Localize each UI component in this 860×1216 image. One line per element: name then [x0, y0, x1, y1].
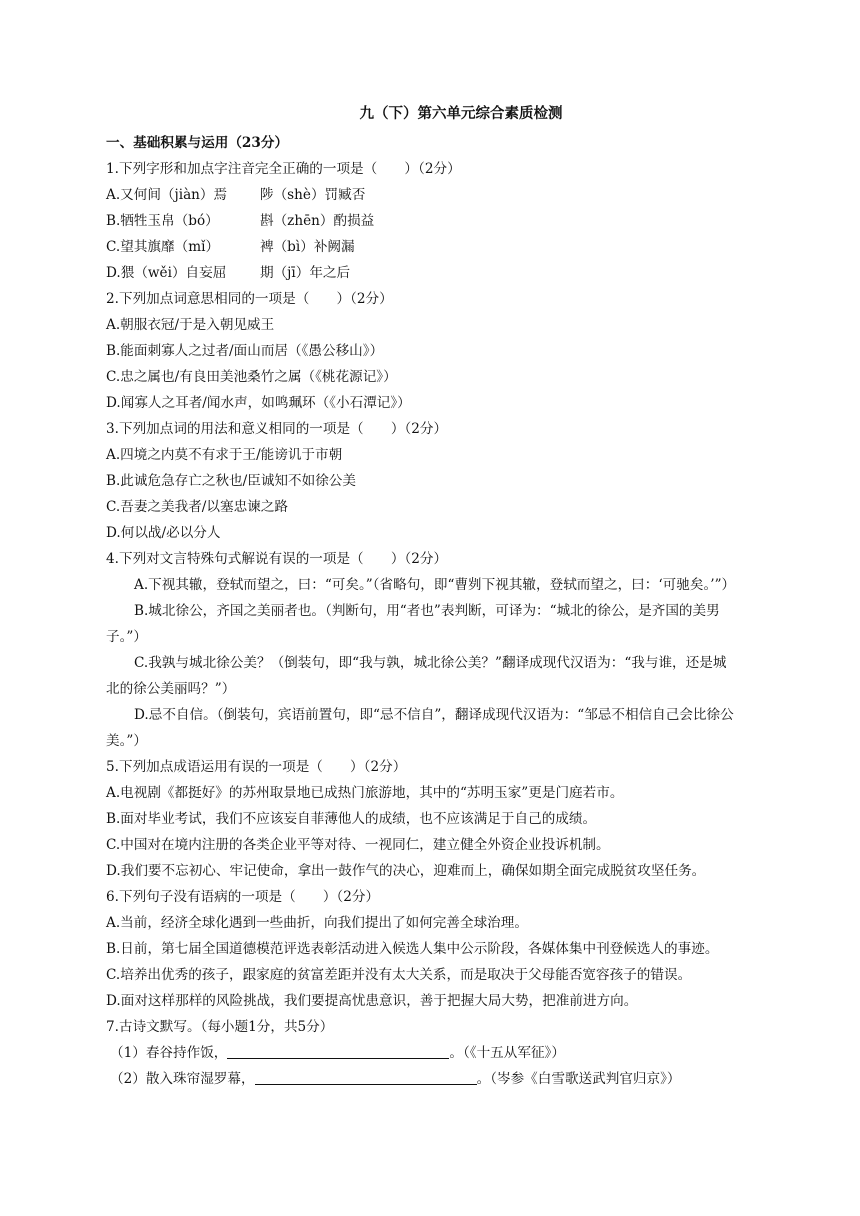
question-3-option-a: A.四境之内莫不有求于王/能谤讥于市朝 — [106, 447, 343, 463]
answer-blank[interactable] — [255, 1068, 477, 1085]
option-part: 斟（zhēn）酌损益 — [260, 213, 375, 229]
question-3-option-d: D.何以战/必以分人 — [106, 525, 221, 541]
question-1-option-c — [106, 234, 776, 260]
question-5-stem: 5.下列加点成语运用有误的一项是（ ）（2分） — [106, 759, 407, 775]
question-4-option-c-line2: 北的徐公美丽吗？”） — [106, 681, 236, 697]
question-3-option-b: B.此诚危急存亡之秋也/臣诚知不如徐公美 — [106, 473, 356, 489]
question-6-option-b: B.日前，第七届全国道德模范评选表彰活动进入候选人集中公示阶段，各媒体集中刊登候选人的事迹。 — [106, 941, 719, 957]
answer-blank[interactable] — [227, 1042, 449, 1059]
option-part: 裨（bì）补阙漏 — [260, 239, 355, 255]
question-1-option-a — [106, 182, 776, 208]
question-1-stem: 1.下列字形和加点字注音完全正确的一项是（ ）（2分） — [106, 161, 461, 177]
question-2-stem: 2.下列加点词意思相同的一项是（ ）（2分） — [106, 291, 393, 307]
question-7-item-1 — [106, 1040, 776, 1066]
question-2-option-c: C.忠之属也/有良田美池桑竹之属（《桃花源记》） — [106, 369, 397, 385]
poem-prefix: （2）散入珠帘湿罗幕， — [110, 1071, 255, 1087]
question-6-stem: 6.下列句子没有语病的一项是（ ）（2分） — [106, 889, 380, 905]
poem-prefix: （1）春谷持作饭， — [110, 1045, 228, 1061]
section-title: 一、基础积累与运用（23分） — [106, 135, 289, 151]
poem-suffix: 。（《十五从军征》） — [449, 1045, 565, 1061]
question-4-option-b-line2: 子。”） — [106, 629, 147, 645]
question-3-option-c: C.吾妻之美我者/以塞忠谏之路 — [106, 499, 288, 515]
question-5-option-b: B.面对毕业考试，我们不应该妄自菲薄他人的成绩，也不应该满足于自己的成绩。 — [106, 811, 597, 827]
question-2-option-d: D.闻寡人之耳者/闻水声，如鸣珮环（《小石潭记》） — [106, 395, 411, 411]
question-5-option-c: C.中国对在境内注册的各类企业平等对待、一视同仁，建立健全外资企业投诉机制。 — [106, 837, 610, 853]
option-part: B.牺牲玉帛（bó） — [106, 213, 219, 229]
question-7-item-2 — [106, 1066, 776, 1092]
option-part: 陟（shè）罚臧否 — [260, 187, 366, 203]
page-title: 九（下）第六单元综合素质检测 — [359, 105, 563, 122]
question-3-stem: 3.下列加点词的用法和意义相同的一项是（ ）（2分） — [106, 421, 448, 437]
question-1-option-b — [106, 208, 776, 234]
question-6-option-a: A.当前，经济全球化遇到一些曲折，向我们提出了如何完善全球治理。 — [106, 915, 528, 931]
poem-suffix: 。（岑参《白雪歌送武判官归京》） — [476, 1071, 681, 1087]
option-part: 期（jī）年之后 — [260, 265, 351, 281]
question-6-option-d: D.面对这样那样的风险挑战，我们要提高忧患意识，善于把握大局大势，把准前进方向。 — [106, 993, 638, 1009]
question-4-option-a: A.下视其辙，登轼而望之，曰：“可矣。”（省略句，即“曹刿下视其辙，登轼而望之，曰：‘可驰矣。’”） — [134, 577, 736, 593]
question-4-option-c-line1: C.我孰与城北徐公美？（倒装句，即“我与孰，城北徐公美？”翻译成现代汉语为：“我与谁，还是城 — [134, 655, 727, 671]
question-5-option-a: A.电视剧《都挺好》的苏州取景地已成热门旅游地，其中的“苏明玉家”更是门庭若市。 — [106, 785, 624, 801]
question-2-option-b: B.能面刺寡人之过者/面山而居（《愚公移山》） — [106, 343, 384, 359]
question-4-option-d-line2: 美。”） — [106, 733, 147, 749]
question-7-stem: 7.古诗文默写。（每小题1分，共5分） — [106, 1019, 334, 1035]
question-1-option-d — [106, 260, 776, 286]
question-6-option-c: C.培养出优秀的孩子，跟家庭的贫富差距并没有太大关系，而是取决于父母能否宽容孩子的错误。 — [106, 967, 692, 983]
question-5-option-d: D.我们要不忘初心、牢记使命，拿出一鼓作气的决心，迎难而上，确保如期全面完成脱贫攻坚任务。 — [106, 863, 706, 879]
option-part: A.又何间（jiàn）焉 — [106, 187, 228, 203]
question-4-option-d-line1: D.忌不自信。（倒装句，宾语前置句，即“忌不信自”，翻译成现代汉语为：“邹忌不相信自己会比徐公 — [134, 707, 734, 723]
question-4-stem: 4.下列对文言特殊句式解说有误的一项是（ ）（2分） — [106, 551, 448, 567]
option-part: C.望其旗靡（mǐ） — [106, 239, 220, 255]
question-2-option-a: A.朝服衣冠/于是入朝见威王 — [106, 317, 275, 333]
question-4-option-b-line1: B.城北徐公，齐国之美丽者也。（判断句，用“者也”表判断，可译为：“城北的徐公，是齐国的美男 — [134, 603, 720, 619]
option-part: D.猥（wěi）自妄屈 — [106, 265, 227, 281]
